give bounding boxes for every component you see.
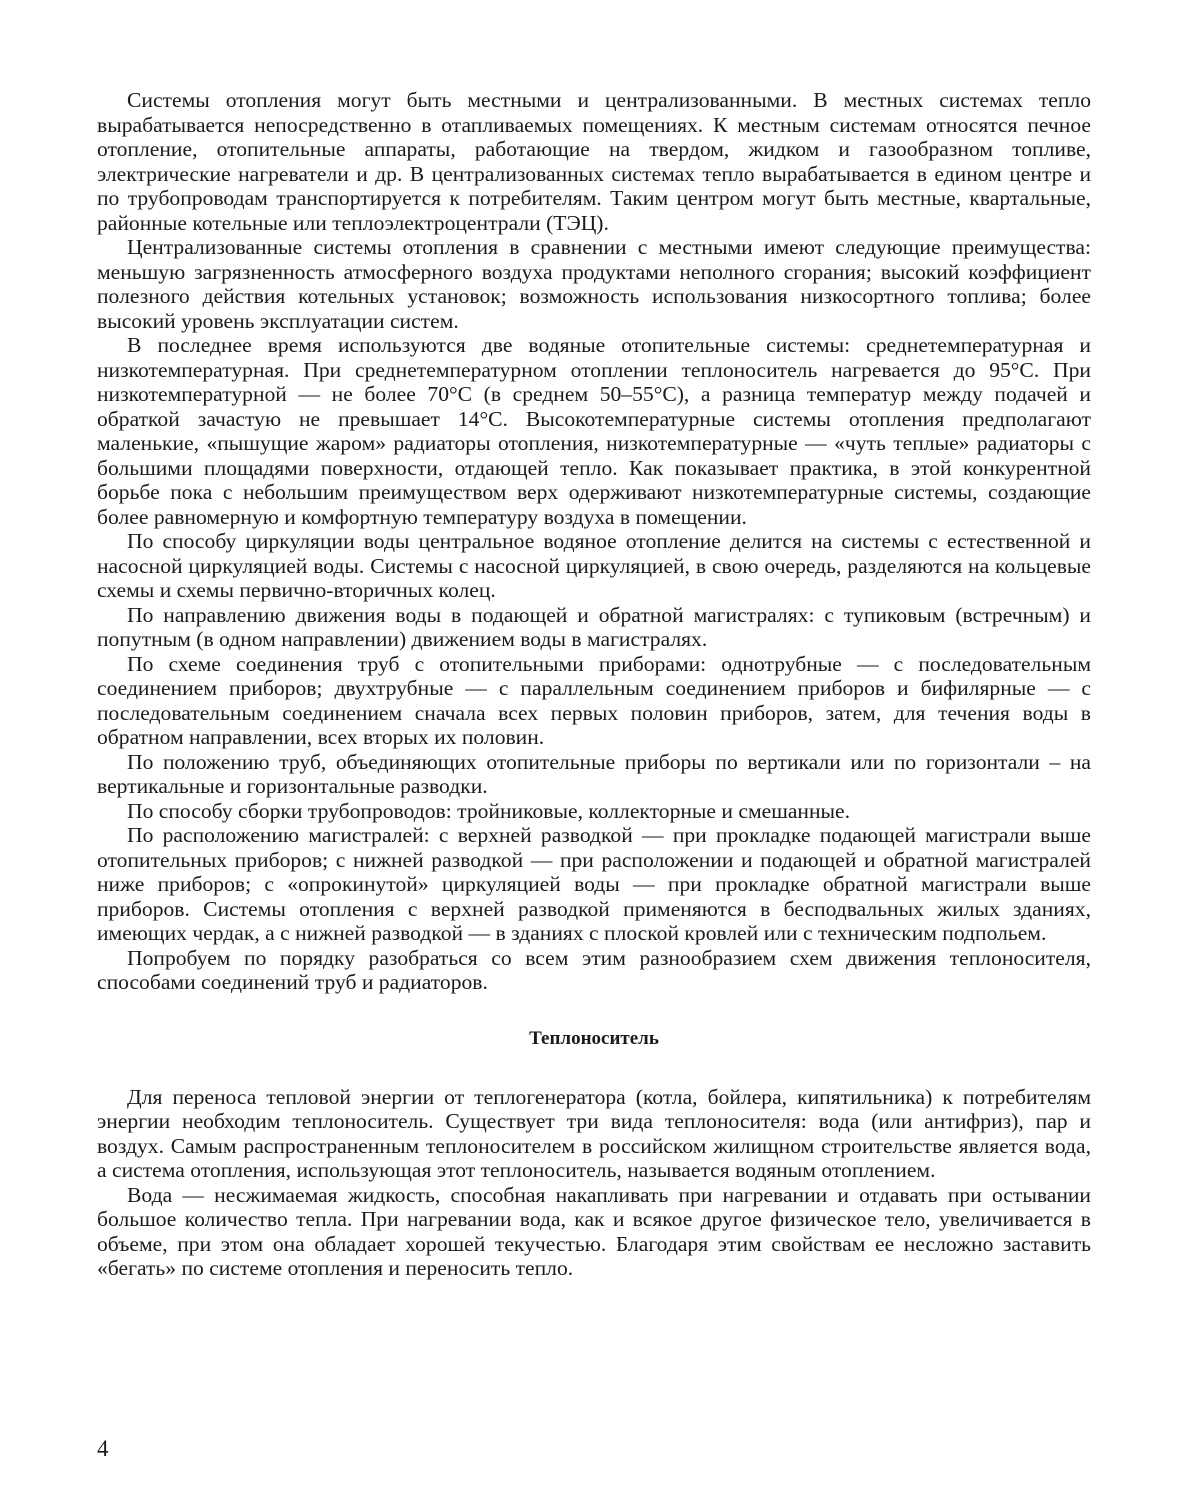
paragraph-pipe-assembly: По способу сборки трубопроводов: тройниковые, коллекторные и смешанные. — [127, 798, 851, 823]
paragraph-centralized-advantages: Централизованные системы отопления в сравнении с местными имеют следующие преимущества: меньшую загрязненность атмосферного воздуха продуктами неполного сгорания; высокий коэффициент полезного действия котельных установок; возможность использования низкосортного топлива; более высокий уровень эксплуатации систем. — [97, 235, 1091, 333]
paragraph-pipe-position: По положению труб, объединяющих отопительные приборы по вертикали или по горизонтали – на вертикальные и горизонтальные разводки. — [97, 749, 1091, 798]
page-body — [97, 88, 1091, 1281]
paragraph-heat-carrier: Для переноса тепловой энергии от теплогенератора (котла, бойлера, кипятильника) к потребителям энергии необходим теплоноситель. Существует три вида теплоносителя: вода (или антифриз), пар и воздух. Самым распространенным теплоносителем в российском жилищном строительстве является вода, а система отопления, использующая этот теплоноситель, называется водяным отоплением. — [97, 1084, 1091, 1182]
paragraph-circulation-method: По способу циркуляции воды центральное водяное отопление делится на системы с естественной и насосной циркуляцией воды. Системы с насосной циркуляцией, в свою очередь, разделяются на кольцевые схемы и схемы первично-вторичных колец. — [97, 529, 1091, 602]
paragraph-water-properties: Вода — несжимаемая жидкость, способная накапливать при нагревании и отдавать при остывании большое количество тепла. При нагревании вода, как и всякое другое физическое тело, увеличивается в объеме, при этом она обладает хорошей текучестью. Благодаря этим свойствам ее несложно заставить «бегать» по системе отопления и переносить тепло. — [97, 1182, 1091, 1280]
paragraph-water-direction: По направлению движения воды в подающей и обратной магистралях: с тупиковым (встречным) и попутным (в одном направлении) движением воды в магистралях. — [97, 602, 1091, 651]
paragraph-mains-location: По расположению магистралей: с верхней разводкой — при прокладке подающей магистрали выше отопительных приборов; с нижней разводкой — при расположении и подающей и обратной магистралей ниже приборов; с «опрокинутой» циркуляцией воды — при прокладке обратной магистрали выше приборов. Системы отопления с верхней разводкой применяются в бесподвальных жилых зданиях, имеющих чердак, а с нижней разводкой — в зданиях с плоской кровлей или с техническим подпольем. — [97, 823, 1091, 945]
paragraph-pipe-connection: По схеме соединения труб с отопительными приборами: однотрубные — с последовательным соединением приборов; двухтрубные — с параллельным соединением приборов и бифилярные — с последовательным соединением сначала всех первых половин приборов, затем, для течения воды в обратном направлении, всех вторых их половин. — [97, 651, 1091, 749]
paragraph-temperature-systems: В последнее время используются две водяные отопительные системы: среднетемпературная и низкотемпературная. При среднетемпературном отоплении теплоноситель нагревается до 95°С. При низкотемпературной — не более 70°С (в среднем 50–55°С), а разница температур между подачей и обраткой зачастую не превышает 14°С. Высокотемпературные системы отопления предполагают маленькие, «пышущие жаром» радиаторы отопления, низкотемпературные — «чуть теплые» радиаторы с большими площадями поверхности, отдающей тепло. Как показывает практика, в этой конкурентной борьбе пока с небольшим преимуществом верх одерживают низкотемпературные системы, создающие более равномерную и комфортную температуру воздуха в помещении. — [97, 333, 1091, 529]
section-heading: Теплоноситель — [529, 1027, 659, 1049]
paragraph-overview-intro: Попробуем по порядку разобраться со всем этим разнообразием схем движения теплоносителя, способами соединений труб и радиаторов. — [97, 945, 1091, 994]
paragraph-heating-systems-types: Системы отопления могут быть местными и централизованными. В местных системах тепло вырабатывается непосредственно в отапливаемых помещениях. К местным системам относятся печное отопление, отопительные аппараты, работающие на твердом, жидком и газообразном топливе, электрические нагреватели и др. В централизованных системах тепло вырабатывается в едином центре и по трубопроводам транспортируется к потребителям. Таким центром могут быть местные, квартальные, районные котельные или теплоэлектроцентрали (ТЭЦ). — [97, 88, 1091, 235]
page-number: 4 — [97, 1436, 109, 1461]
